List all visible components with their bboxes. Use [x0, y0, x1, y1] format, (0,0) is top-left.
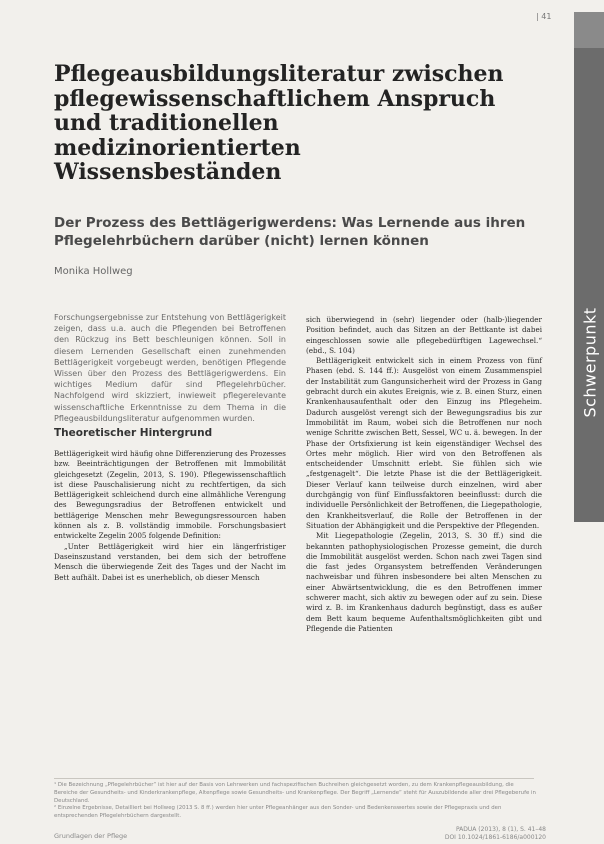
abstract: Forschungsergebnisse zur Entstehung von Bettlägerigkeit zeigen, dass u.a. auch die Pflegenden bei Betroffenen den Rückzug ins Bett beschleunigen können. Soll in diesem Lernenden Gesellschaft einen zunehmenden Bettlägerigkeit vorgebeugt werden, benötigen Pflegende Wissen über den Prozess des Bettlägerigwerdens. Ein wichtiges Medium dafür sind Pflegelehrbücher. Nachfolgend wird skizziert, inwieweit pflegerelevante wissenschaftliche Erkenntnisse zu dem Thema in die Pflegeausbildungsliteratur aufgenommen wurden. — [54, 313, 286, 423]
footnotes — [54, 782, 538, 821]
footer-doi-link[interactable]: DOI 10.1024/1861-6186/a000120 — [444, 834, 546, 841]
author-name: Monika Hollweg — [54, 266, 133, 277]
body-paragraph: „Unter Bettlägerigkeit wird hier ein längerfristiger Daseinszustand verstanden, bei dem sich der betroffene Mensch die überwiegende Zeit des Tages und der Nacht im Bett aufhält. Dabei ist es unerheblich, ob dieser Mensch — [54, 541, 286, 582]
footer-citation-line: PADUA (2013), 8 (1), S. 41–48 — [455, 826, 546, 833]
body-paragraph: Bettlägerigkeit entwickelt sich in einem Prozess von fünf Phasen (ebd. S. 144 ff.): Ausgelöst von einem Zusammenspiel der Instabilität zum Gangunsicherheit wird der Prozess in Gang gebracht durch ein akutes Ereignis, wie z. B. einen Sturz, einen Krankenhausaufenthalt oder den Einzug ins Pflegeheim. Dadurch ausgelöst verengt sich der Bewegungsradius bis zur Immobilität im Raum, wobei sich die Betroffenen nur noch wenige Schritte zwischen Bett, Sessel, WC u. ä. bewegen. In der Phase der Ortsfixierung ist kein eigenständiger Wechsel des Ortes mehr möglich. Hier wird von den Betroffenen als entscheidender Umschnitt erlebt. Sie fühlen sich wie „festgenagelt“. Die letzte Phase ist die der Bettlägerigkeit. Dieser Verlauf kann teilweise durch einzelnen, wird aber durchgängig von fünf Einflussfaktoren beeinflusst: durch die individuelle Persönlichkeit der Betroffenen, die Liegepathologie, den Krankheitsverlauf, die Rolle der Betroffenen in der Situation der Abhängigkeit und die Perspektive der Pflegenden. — [306, 356, 542, 530]
body-paragraph: Mit Liegepathologie (Zegelin, 2013, S. 30 ff.) sind die bekannten pathophysiologischen Prozesse gemeint, die durch die Immobilität ausgelöst werden. Schon nach zwei Tagen sind die fast jedes Organsystem betreffenden Veränderungen nachweisbar und führen insbesondere bei alten Menschen zu einer Abwärtsentwicklung, die es den Betroffenen immer schwerer macht, sich aktiv zu bewegen oder auf zu sein. Diese wird z. B. im Krankenhaus dadurch begünstigt, dass es außer dem Bett kaum bequeme Aufenthaltsmöglichkeiten gibt und Pflegende die Patienten — [306, 531, 542, 633]
section-heading: Theoretischer Hintergrund — [54, 427, 213, 439]
body-paragraph: Bettlägerigkeit wird häufig ohne Differenzierung des Prozesses bzw. Beeinträchtigungen der Betroffenen mit Immobilität gleichgesetzt (Zegelin, 2013, S. 190). Pflegewissenschaftlich ist diese Pauschalisierung nicht zu rechtfertigen, da sich Bettlägerigkeit schleichend durch eine allmähliche Verengung des Bewegungsradius der Betroffenen entwickelt und bettlägerige Menschen mehr Bewegungsressourcen haben können als z. B. vollständig immobile. Forschungsbasiert entwickelte Zegelin 2005 folgende Definition: — [54, 449, 286, 541]
section-side-tab — [574, 12, 604, 522]
body-column-right — [306, 315, 542, 634]
body-column-left — [54, 449, 286, 583]
footer-citation — [445, 826, 546, 842]
footnote: ¹ Die Bezeichnung „Pflegelehrbücher“ ist hier auf der Basis von Lehrwerken und fachspezifischen Buchreihen gleichgesetzt worden, zu dem Krankenpflegeausbildung, die Bereiche der Gesundheits- und Kinderkrankenpflege, Altenpflege sowie Gesundheits- und Krankenpflege. Der Begriff „Lernende“ steht für Auszubildende aller drei Pflegeberufe in Deutschland. — [54, 782, 536, 804]
article-title: Pflegeausbildungsliteratur zwischen pflegewissenschaftlichem Anspruch und traditionellen medizinorientierten Wissensbeständen — [54, 61, 504, 185]
footnote-divider — [54, 778, 534, 779]
body-paragraph: sich überwiegend in (sehr) liegender oder (halb-)liegender Position befindet, auch das Sitzen an der Bettkante ist dabei eingeschlossen sowie alle pflegebedürftigen Lagewechsel.“ (ebd., S. 104) — [306, 315, 542, 355]
side-tab-cap — [574, 12, 604, 48]
side-tab-label-box — [576, 272, 604, 452]
footnote: ² Einzelne Ergebnisse, Detailliert bei Hollweg (2013 S. 8 ff.) werden hier unter Pflegeanhänger aus den Sonder- und Bedenkenswertes sowie der Pflegepraxis und den entsprechenden Pflegelehrbüchern dargestellt. — [54, 805, 502, 820]
page-number: | 41 — [536, 12, 552, 21]
footer-journal-section: Grundlagen der Pflege — [54, 832, 128, 840]
article-subtitle: Der Prozess des Bettlägerigwerdens: Was Lernende aus ihren Pflegelehrbüchern darüber (nicht) lernen können — [54, 215, 526, 249]
side-tab-label: Schwerpunkt — [580, 306, 600, 418]
